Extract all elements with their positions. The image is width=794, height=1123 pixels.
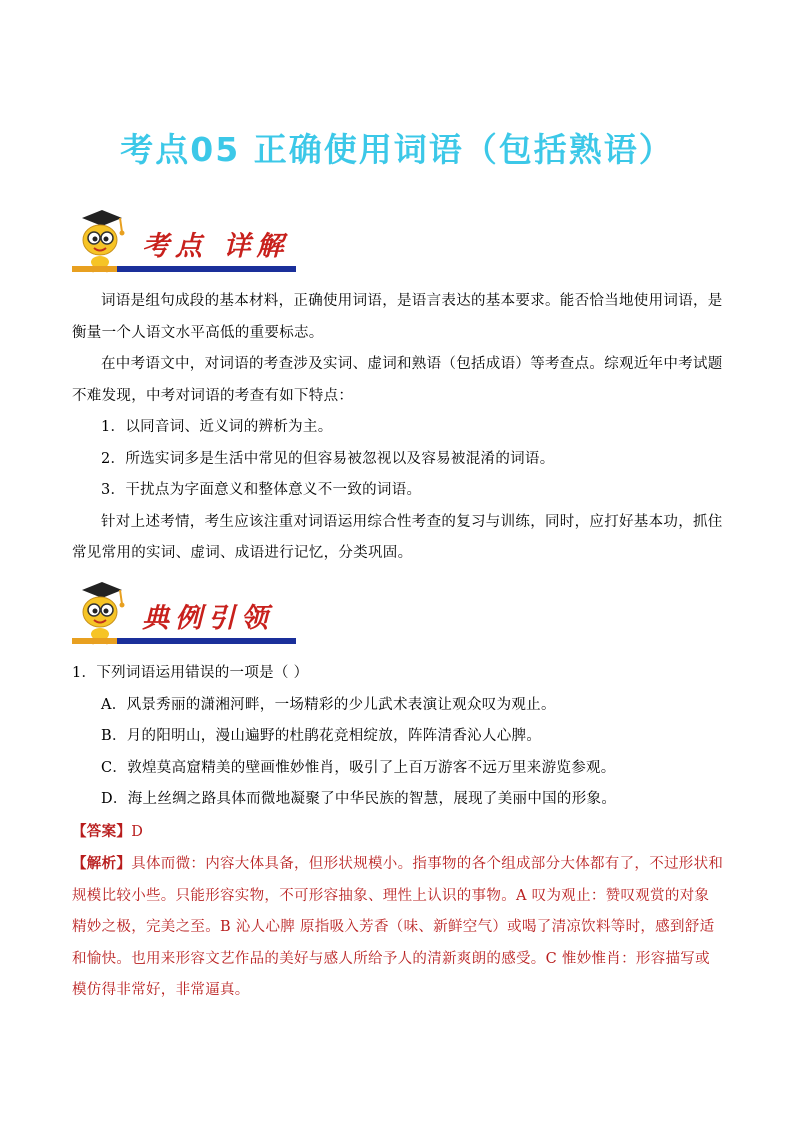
section-header-detail xyxy=(72,208,302,276)
answer-label: 【答案】 xyxy=(72,822,132,840)
question-stem: 1．下列词语运用错误的一项是（ ） xyxy=(72,665,309,681)
option-a: A．风景秀丽的潇湘河畔，一场精彩的少儿武术表演让观众叹为观止。 xyxy=(101,696,556,713)
point-1: 1．以同音词、近义词的辨析为主。 xyxy=(101,419,333,435)
analysis-text: 具体而微：内容大体具备，但形状规模小。指事物的各个组成部分大体都有了，不过形状和规模比较小些。只能形容实物，不可形容抽象、理性上认识的事物。A 叹为观止：赞叹观赏的对象精妙之极，完美之至。B 沁人心脾 原指吸入芳香（味、新鲜空气）或喝了清凉饮料等时，感到舒适和愉快。也用来形容文艺作品的美好与感人所给予人的清新爽朗的感受。C 惟妙惟肖：形容描写或模仿得非常好，非常逼真。 xyxy=(72,856,724,998)
point-2: 2．所选实词多是生活中常见的但容易被忽视以及容易被混淆的词语。 xyxy=(101,450,555,467)
option-d: D．海上丝绸之路具体而微地凝聚了中华民族的智慧，展现了美丽中国的形象。 xyxy=(101,791,617,807)
section-label: 典例引领 xyxy=(142,603,274,634)
graduate-mascot-icon xyxy=(72,580,132,646)
option-c: C．敦煌莫高窟精美的壁画惟妙惟肖，吸引了上百万游客不远万里来游览参观。 xyxy=(101,759,616,776)
section-underline xyxy=(72,638,296,644)
graduate-mascot-icon xyxy=(72,208,132,274)
analysis-paragraph xyxy=(72,848,724,1007)
section-label: 考点 详解 xyxy=(142,231,290,262)
intro-paragraph-1: 词语是组句成段的基本材料，正确使用词语，是语言表达的基本要求。能否恰当地使用词语，是衡量一个人语文水平高低的重要标志。 xyxy=(72,293,723,341)
point-3: 3．干扰点为字面意义和整体意义不一致的词语。 xyxy=(101,482,422,498)
intro-paragraph-2: 在中考语文中，对词语的考查涉及实词、虚词和熟语（包括成语）等考查点。综观近年中考试题不难发现，中考对词语的考查有如下特点： xyxy=(72,356,723,404)
answer-value: D xyxy=(131,823,144,840)
intro-block xyxy=(72,286,724,570)
page-title: 考点05 正确使用词语（包括熟语） xyxy=(120,130,674,169)
intro-paragraph-3: 针对上述考情，考生应该注重对词语运用综合性考查的复习与训练，同时，应打好基本功，抓住常见常用的实词、虚词、成语进行记忆，分类巩固。 xyxy=(72,513,723,561)
section-underline xyxy=(72,266,296,272)
answer-line xyxy=(72,816,724,849)
option-b: B．月的阳明山，漫山遍野的杜鹃花竞相绽放，阵阵清香沁人心脾。 xyxy=(101,728,542,744)
question-block xyxy=(72,658,724,1007)
section-header-example xyxy=(72,580,302,648)
analysis-label: 【解析】 xyxy=(72,855,132,872)
